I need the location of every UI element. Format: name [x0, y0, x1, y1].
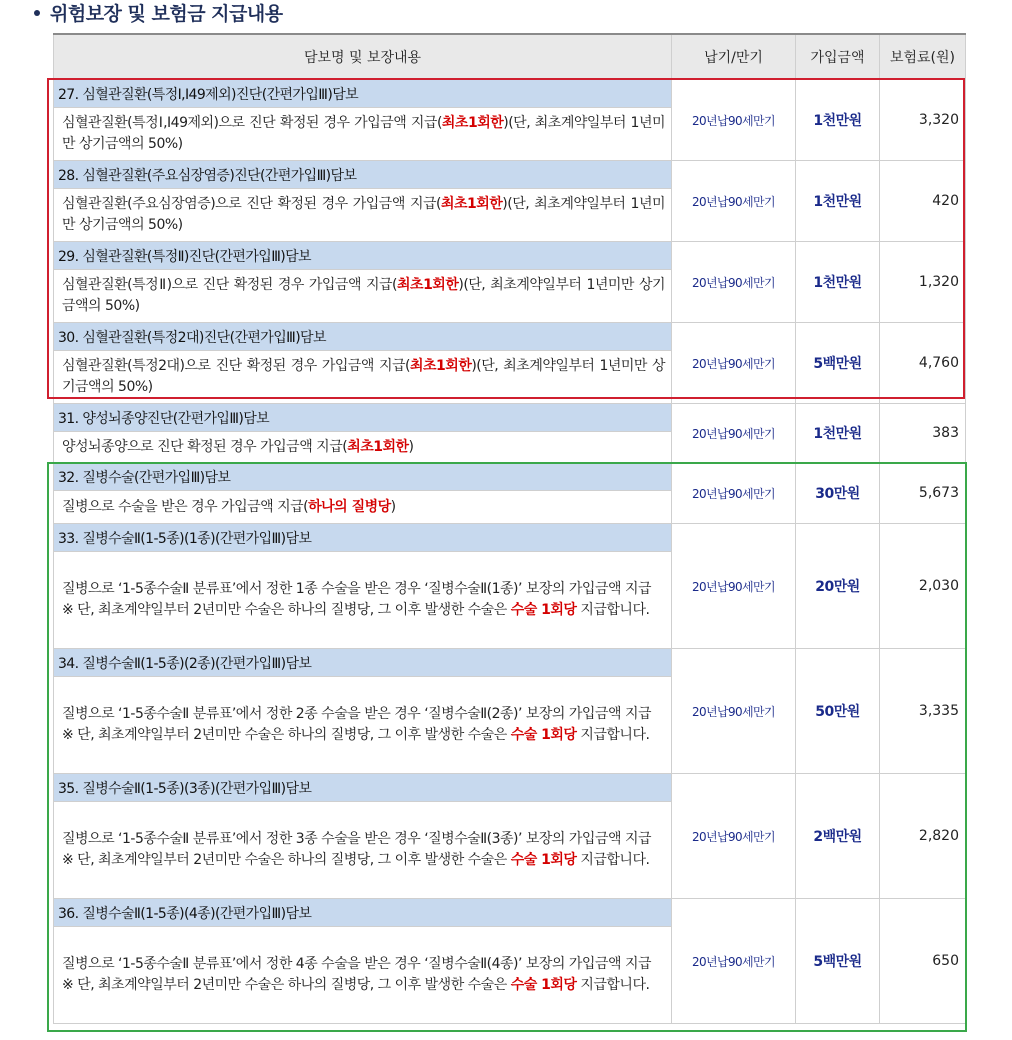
coverage-description: [54, 677, 672, 774]
amount-cell: 5백만원: [796, 323, 880, 404]
desc-highlight: 최초1회한: [347, 438, 409, 455]
coverage-description: [54, 189, 672, 242]
table-row: [54, 161, 966, 189]
table-row: [54, 242, 966, 270]
term-cell: 20년납90세만기: [672, 161, 796, 242]
amount-cell: 20만원: [796, 524, 880, 649]
bullet-icon: [34, 10, 40, 16]
amount-cell: 5백만원: [796, 899, 880, 1024]
section-title: [34, 0, 283, 30]
coverage-title: 35. 질병수술Ⅱ(1-5종)(3종)(간편가입Ⅲ)담보: [54, 774, 672, 802]
note-highlight: 수술 1회당: [510, 602, 577, 618]
table-row: [54, 774, 966, 802]
table-row: [54, 899, 966, 927]
desc-text-after: )(단, 최초계약일부터 1년미만 상기금액의 50%): [62, 277, 665, 314]
note-highlight: 수술 1회당: [510, 727, 577, 743]
desc-text-after: )(단, 최초계약일부터 1년미만 상기금액의 50%): [62, 358, 665, 395]
coverage-table: [53, 33, 966, 1024]
table-row: [54, 463, 966, 491]
desc-highlight: 하나의 질병당: [308, 498, 391, 515]
coverage-title: 34. 질병수술Ⅱ(1-5종)(2종)(간편가입Ⅲ)담보: [54, 649, 672, 677]
desc-text: 심혈관질환(특정Ⅱ)으로 진단 확정된 경우 가입금액 지급(: [62, 277, 398, 293]
premium-cell: 2,820: [880, 774, 966, 899]
note-text: ※ 단, 최초계약일부터 2년미만 수술은 하나의 질병당, 그 이후 발생한 수술은: [62, 602, 511, 618]
coverage-title: 30. 심혈관질환(특정2대)진단(간편가입Ⅲ)담보: [54, 323, 672, 351]
premium-cell: 3,320: [880, 80, 966, 161]
desc-text: 심혈관질환(특정2대)으로 진단 확정된 경우 가입금액 지급(: [62, 358, 410, 374]
table-row: [54, 323, 966, 351]
coverage-description: [54, 270, 672, 323]
term-cell: 20년납90세만기: [672, 774, 796, 899]
term-cell: 20년납90세만기: [672, 463, 796, 524]
note-text-after: 지급합니다.: [576, 727, 650, 743]
coverage-description: [54, 351, 672, 404]
premium-cell: 1,320: [880, 242, 966, 323]
header-amount: 가입금액: [796, 34, 880, 80]
coverage-title: 36. 질병수술Ⅱ(1-5종)(4종)(간편가입Ⅲ)담보: [54, 899, 672, 927]
coverage-description: [54, 491, 672, 524]
coverage-title: 27. 심혈관질환(특정Ⅰ,I49제외)진단(간편가입Ⅲ)담보: [54, 80, 672, 108]
coverage-description: [54, 108, 672, 161]
desc-text-after: )(단, 최초계약일부터 1년미만 상기금액의 50%): [62, 115, 666, 152]
coverage-description: [54, 432, 672, 463]
term-cell: 20년납90세만기: [672, 649, 796, 774]
desc-text: 심혈관질환(주요심장염증)으로 진단 확정된 경우 가입금액 지급(: [62, 196, 441, 212]
coverage-title: 31. 양성뇌종양진단(간편가입Ⅲ)담보: [54, 404, 672, 432]
table-row: [54, 524, 966, 552]
amount-cell: 50만원: [796, 649, 880, 774]
amount-cell: 30만원: [796, 463, 880, 524]
desc-text: 심혈관질환(특정Ⅰ,I49제외)으로 진단 확정된 경우 가입금액 지급(: [62, 115, 442, 131]
term-cell: 20년납90세만기: [672, 899, 796, 1024]
header-coverage: 담보명 및 보장내용: [54, 34, 672, 80]
note-text: ※ 단, 최초계약일부터 2년미만 수술은 하나의 질병당, 그 이후 발생한 수술은: [62, 852, 511, 868]
note-highlight: 수술 1회당: [510, 977, 577, 993]
desc-highlight: 최초1회한: [440, 196, 503, 212]
desc-text: 질병으로 ‘1-5종수술Ⅱ 분류표’에서 정한 2종 수술을 받은 경우 ‘질병수술Ⅱ(2종)’ 보장의 가입금액 지급: [62, 706, 652, 722]
note-text: ※ 단, 최초계약일부터 2년미만 수술은 하나의 질병당, 그 이후 발생한 수술은: [62, 727, 511, 743]
table-row: [54, 80, 966, 108]
note-highlight: 수술 1회당: [510, 852, 577, 868]
table-row: [54, 404, 966, 432]
premium-cell: 650: [880, 899, 966, 1024]
desc-text: 질병으로 ‘1-5종수술Ⅱ 분류표’에서 정한 1종 수술을 받은 경우 ‘질병수술Ⅱ(1종)’ 보장의 가입금액 지급: [62, 581, 652, 597]
coverage-title: 32. 질병수술(간편가입Ⅲ)담보: [54, 463, 672, 491]
term-cell: 20년납90세만기: [672, 80, 796, 161]
amount-cell: 1천만원: [796, 80, 880, 161]
desc-highlight: 최초1회한: [397, 277, 459, 293]
amount-cell: 2백만원: [796, 774, 880, 899]
desc-text-after: )(단, 최초계약일부터 1년미만 상기금액의 50%): [62, 196, 665, 233]
premium-cell: 3,335: [880, 649, 966, 774]
premium-cell: 420: [880, 161, 966, 242]
premium-cell: 383: [880, 404, 966, 463]
coverage-description: [54, 927, 672, 1024]
desc-highlight: 최초1회한: [410, 358, 472, 374]
desc-text: 양성뇌종양으로 진단 확정된 경우 가입금액 지급(: [62, 438, 348, 455]
table-header-row: [54, 34, 966, 80]
premium-cell: 5,673: [880, 463, 966, 524]
desc-text: 질병으로 ‘1-5종수술Ⅱ 분류표’에서 정한 4종 수술을 받은 경우 ‘질병수술Ⅱ(4종)’ 보장의 가입금액 지급: [62, 956, 652, 972]
amount-cell: 1천만원: [796, 242, 880, 323]
note-text-after: 지급합니다.: [576, 602, 650, 618]
desc-highlight: 최초1회한: [441, 115, 504, 131]
term-cell: 20년납90세만기: [672, 404, 796, 463]
term-cell: 20년납90세만기: [672, 242, 796, 323]
term-cell: 20년납90세만기: [672, 524, 796, 649]
desc-text: 질병으로 ‘1-5종수술Ⅱ 분류표’에서 정한 3종 수술을 받은 경우 ‘질병수술Ⅱ(3종)’ 보장의 가입금액 지급: [62, 831, 652, 847]
section-title-text: 위험보장 및 보험금 지급내용: [50, 3, 283, 25]
desc-text-after: ): [408, 438, 414, 455]
header-premium: 보험료(원): [880, 34, 966, 80]
premium-cell: 4,760: [880, 323, 966, 404]
coverage-description: [54, 552, 672, 649]
amount-cell: 1천만원: [796, 161, 880, 242]
note-text-after: 지급합니다.: [576, 852, 650, 868]
coverage-title: 28. 심혈관질환(주요심장염증)진단(간편가입Ⅲ)담보: [54, 161, 672, 189]
coverage-title: 29. 심혈관질환(특정Ⅱ)진단(간편가입Ⅲ)담보: [54, 242, 672, 270]
premium-cell: 2,030: [880, 524, 966, 649]
note-text-after: 지급합니다.: [576, 977, 650, 993]
term-cell: 20년납90세만기: [672, 323, 796, 404]
table-row: [54, 649, 966, 677]
coverage-description: [54, 802, 672, 899]
note-text: ※ 단, 최초계약일부터 2년미만 수술은 하나의 질병당, 그 이후 발생한 수술은: [62, 977, 511, 993]
amount-cell: 1천만원: [796, 404, 880, 463]
desc-text-after: ): [390, 498, 396, 515]
header-term: 납기/만기: [672, 34, 796, 80]
coverage-title: 33. 질병수술Ⅱ(1-5종)(1종)(간편가입Ⅲ)담보: [54, 524, 672, 552]
desc-text: 질병으로 수술을 받은 경우 가입금액 지급(: [62, 498, 309, 515]
